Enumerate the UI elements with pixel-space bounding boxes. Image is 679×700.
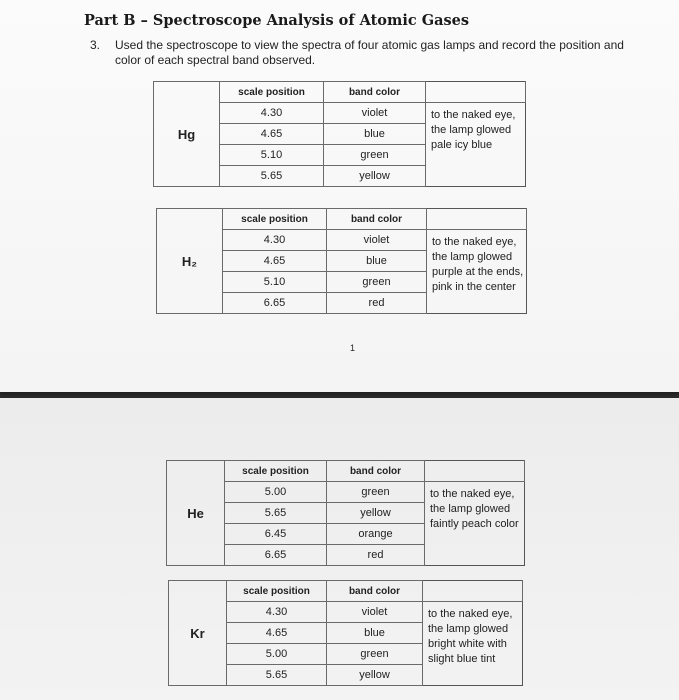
page-number: 1 — [350, 343, 356, 353]
lamp-observation-note: to the naked eye, the lamp glowed purple at the ends, pink in the center — [432, 236, 524, 293]
scale-position-cell: 4.30 — [227, 602, 327, 623]
band-color-cell: blue — [324, 124, 426, 145]
band-color-header: band color — [327, 581, 423, 602]
scale-position-cell: 4.30 — [220, 103, 324, 124]
scale-position-cell: 5.65 — [227, 665, 327, 686]
scale-position-cell: 5.00 — [225, 482, 327, 503]
scale-position-cell: 4.65 — [220, 124, 324, 145]
scale-position-cell: 4.30 — [223, 230, 327, 251]
lamp-observation-note: to the naked eye, the lamp glowed faintly peach color — [430, 488, 519, 530]
band-color-cell: green — [327, 482, 425, 503]
hg-data-table — [153, 81, 526, 187]
band-color-cell: violet — [327, 230, 427, 251]
element-symbol: H₂ — [157, 209, 223, 314]
band-color-header: band color — [324, 82, 426, 103]
band-color-cell: green — [327, 272, 427, 293]
scale-position-cell: 5.00 — [227, 644, 327, 665]
element-symbol: Kr — [169, 581, 227, 686]
scale-position-cell: 4.65 — [227, 623, 327, 644]
he-data-table — [166, 460, 525, 566]
section-heading: Part B – Spectroscope Analysis of Atomic Gases — [84, 12, 470, 29]
band-color-cell: blue — [327, 623, 423, 644]
scale-position-header: scale position — [225, 461, 327, 482]
scale-position-cell: 6.45 — [225, 524, 327, 545]
lamp-observation-note: to the naked eye, the lamp glowed pale icy blue — [431, 109, 516, 151]
band-color-cell: blue — [327, 251, 427, 272]
band-color-cell: yellow — [327, 503, 425, 524]
h2-data-table — [156, 208, 527, 314]
band-color-cell: red — [327, 293, 427, 314]
band-color-cell: yellow — [327, 665, 423, 686]
scale-position-header: scale position — [220, 82, 324, 103]
band-color-cell: green — [324, 145, 426, 166]
kr-data-table — [168, 580, 523, 686]
question-text: Used the spectroscope to view the spectra of four atomic gas lamps and record the position and color of each spectral band observed. — [115, 38, 624, 67]
scale-position-cell: 6.65 — [225, 545, 327, 566]
question-number: 3. — [90, 38, 101, 52]
scale-position-header: scale position — [227, 581, 327, 602]
element-symbol: Hg — [154, 82, 220, 187]
scale-position-cell: 5.10 — [223, 272, 327, 293]
scale-position-header: scale position — [223, 209, 327, 230]
band-color-cell: green — [327, 644, 423, 665]
band-color-cell: violet — [324, 103, 426, 124]
scale-position-cell: 6.65 — [223, 293, 327, 314]
band-color-cell: yellow — [324, 166, 426, 187]
band-color-cell: red — [327, 545, 425, 566]
element-symbol: He — [167, 461, 225, 566]
band-color-cell: violet — [327, 602, 423, 623]
scale-position-cell: 4.65 — [223, 251, 327, 272]
worksheet-page-2 — [0, 398, 679, 700]
band-color-header: band color — [327, 209, 427, 230]
lamp-observation-note: to the naked eye, the lamp glowed bright white with slight blue tint — [428, 608, 513, 665]
scale-position-cell: 5.65 — [225, 503, 327, 524]
scale-position-cell: 5.10 — [220, 145, 324, 166]
band-color-cell: orange — [327, 524, 425, 545]
band-color-header: band color — [327, 461, 425, 482]
scale-position-cell: 5.65 — [220, 166, 324, 187]
